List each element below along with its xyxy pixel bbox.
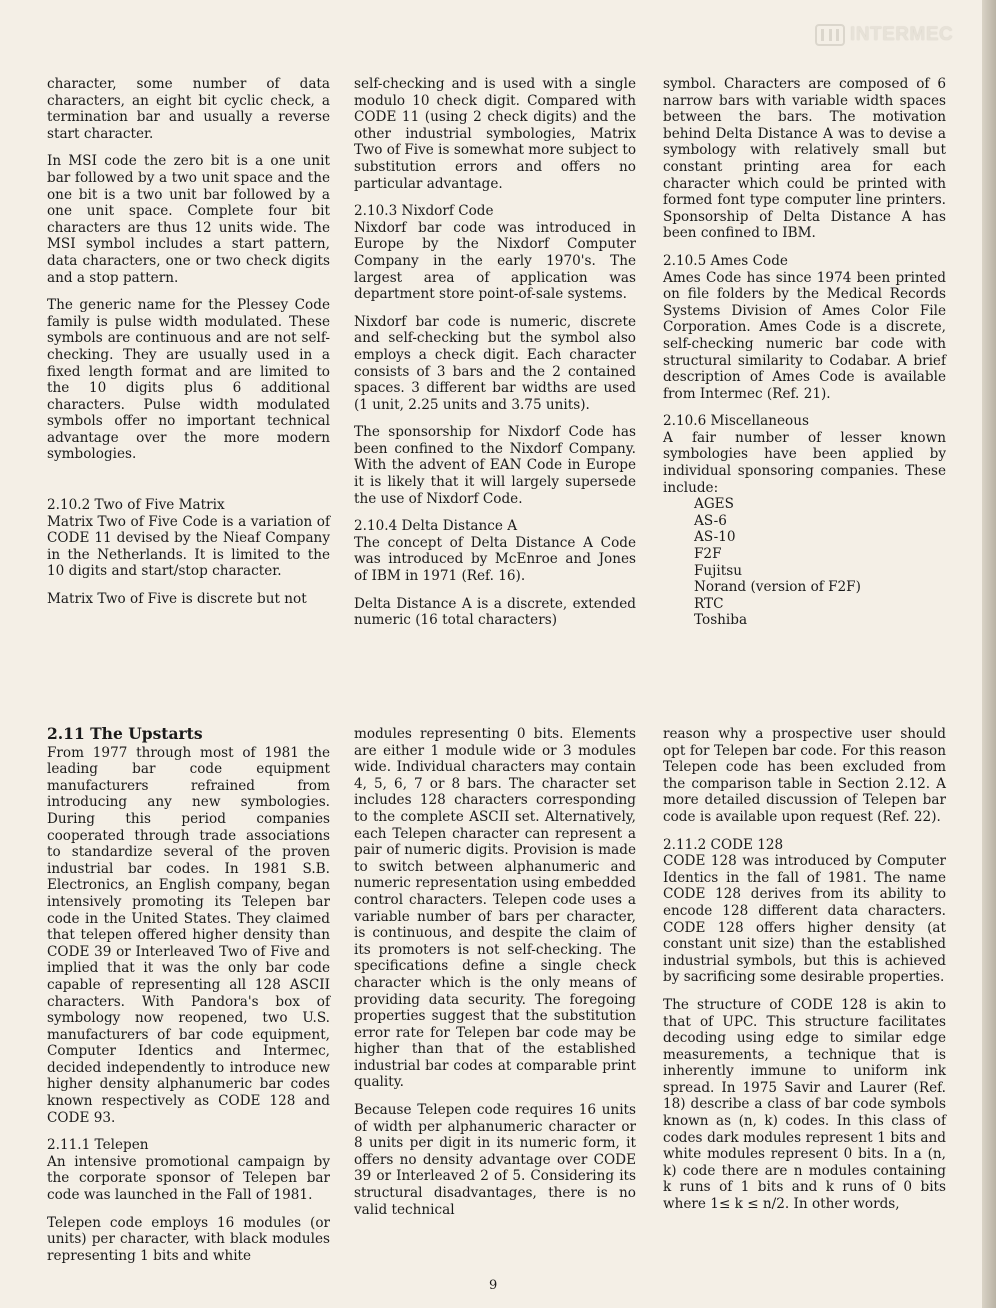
list-item: RTC	[694, 595, 724, 612]
paragraph: Nixdorf bar code was introduced in Europe by the Nixdorf Computer Company in the early 1970's. The largest area of application was department store point-of-sale systems.	[354, 219, 636, 303]
paragraph: self-checking and is used with a single modulo 10 check digit. Compared with CODE 11 (using 2 check digits) and the other industrial symbologies, Matrix Two of Five is somewhat more subject to substitution errors and offers no particular advantage.	[354, 76, 636, 192]
paragraph: CODE 128 was introduced by Computer Identics in the fall of 1981. The name CODE 128 derives from its ability to encode 128 different data characters. CODE 128 offers higher density (at constant unit size) than the established industrial symbols, but this is achieved by sacrificing some desirable properties.	[663, 853, 946, 986]
paragraph: Matrix Two of Five is discrete but not	[47, 591, 307, 608]
list-item: AGES	[694, 496, 734, 513]
paragraph: An intensive promotional campaign by the corporate sponsor of Telepen bar code was launched in the Fall of 1981.	[47, 1153, 330, 1204]
paragraph: From 1977 through most of 1981 the leading bar code equipment manufacturers refrained from introducing any new symbologies. During this period companies cooperated through trade associations to standardize several of the proven industrial bar codes. In 1981 S.B. Electronics, an English company, began intensively promoting its Telepen bar code in the United States. They claimed that telepen offered higher density than CODE 39 or Interleaved Two of Five and implied that it was the only bar code capable of representing all 128 ASCII characters. With Pandora's box of symbology now reopened, two U.S. manufacturers of bar code equipment, Computer Identics and Intermec, decided independently to introduce new higher density alphanumeric bar codes known respectively as CODE 128 and CODE 93.	[47, 744, 330, 1126]
section-heading-2-10-5: 2.10.5 Ames Code	[663, 252, 788, 269]
paragraph: In MSI code the zero bit is a one unit bar followed by a two unit space and the one bit is a two unit bar followed by a one unit space. Complete four bit characters are thus 12 units wide. The MSI symbol includes a start pattern, data characters, one or two check digits and a stop pattern.	[47, 153, 330, 286]
intermec-logo	[815, 22, 965, 48]
paragraph: A fair number of lesser known symbologies have been applied by individual sponsoring companies. These include:	[663, 429, 946, 496]
paragraph: reason why a prospective user should opt for Telepen bar code. For this reason Telepen code has been excluded from the comparison table in Section 2.12. A more detailed discussion of Telepen bar code is available upon request (Ref. 22).	[663, 726, 946, 825]
paragraph: The structure of CODE 128 is akin to that of UPC. This structure facilitates decoding using edge to similar edge measurements, a technique that is inherently immune to uniform ink spread. In 1975 Savir and Laurer (Ref. 18) describe a class of bar code symbols known as (n, k) codes. In this class of codes dark modules represent 1 bits and white modules represent 0 bits. In a (n, k) code there are n modules containing k runs of 1 bits and k runs of 0 bits where 1≤ k ≤ n/2. In other words,	[663, 996, 946, 1213]
section-heading-2-10-2: 2.10.2 Two of Five Matrix	[47, 497, 225, 514]
paragraph: The generic name for the Plessey Code family is pulse width modulated. These symbols are continuous and are not self-checking. They are usually used in a fixed length format and are limited to the 10 digits plus 6 additional characters. Pulse width modulated symbols offer no important technical advantage over the more modern symbologies.	[47, 297, 330, 463]
page-number: 9	[489, 1278, 498, 1293]
bottom-column-3	[663, 726, 946, 1224]
section-heading-2-11: 2.11 The Upstarts	[47, 724, 203, 743]
bottom-column-2	[354, 726, 636, 1229]
paragraph: Nixdorf bar code is numeric, discrete and self-checking but the symbol also employs a check digit. Each character consists of 3 bars and the 2 contained spaces. 3 different bar widths are used (1 unit, 2.25 units and 3.75 units).	[354, 313, 636, 413]
list-item: Fujitsu	[694, 562, 742, 579]
list-item: AS-6	[694, 512, 727, 529]
section-heading-2-11-1: 2.11.1 Telepen	[47, 1137, 149, 1154]
paragraph: Delta Distance A is a discrete, extended numeric (16 total characters)	[354, 595, 636, 629]
top-column-2	[354, 76, 636, 640]
paragraph: The sponsorship for Nixdorf Code has been confined to the Nixdorf Company. With the advent of EAN Code in Europe it is likely that it will largely supersede the use of Nixdorf Code.	[354, 424, 636, 507]
bottom-column-1	[47, 726, 330, 1275]
top-column-3	[663, 76, 946, 629]
section-heading-2-10-3: 2.10.3 Nixdorf Code	[354, 203, 494, 220]
logo-mark-icon	[815, 24, 845, 46]
symbology-list	[663, 496, 946, 629]
section-heading-2-11-2: 2.11.2 CODE 128	[663, 836, 784, 853]
paragraph: Ames Code has since 1974 been printed on file folders by the Medical Records Systems Division of Ames Color File Corporation. Ames Code is a discrete, self-checking numeric bar code with structural similarity to Codabar. A brief description of Ames Code is available from Intermec (Ref. 21).	[663, 269, 946, 402]
paragraph: character, some number of data characters, an eight bit cyclic check, a termination bar and usually a reverse start character.	[47, 76, 330, 142]
paragraph: modules representing 0 bits. Elements are either 1 module wide or 3 modules wide. Individual characters may contain 4, 5, 6, 7 or 8 bars. The character set includes 128 characters corresponding to the complete ASCII set. Alternatively, each Telepen character can represent a pair of numeric digits. Provision is made to switch between alphanumeric and numeric representation using embedded control characters. Telepen code uses a variable number of bars per character, is continuous, and despite the claim of its promoters is not self-checking. The specifications define a single check character which is the only means of providing data security. The foregoing properties suggest that the substitution error rate for Telepen bar code may be higher than that of the established industrial bar codes at comparable print quality.	[354, 726, 636, 1091]
list-item: Norand (version of F2F)	[694, 579, 861, 596]
paragraph: The concept of Delta Distance A Code was introduced by McEnroe and Jones of IBM in 1971 (Ref. 16).	[354, 534, 636, 585]
page-edge	[982, 0, 996, 1308]
section-heading-2-10-4: 2.10.4 Delta Distance A	[354, 518, 518, 535]
paragraph: Matrix Two of Five Code is a variation of CODE 11 devised by the Nieaf Company in the Netherlands. It is limited to the 10 digits and start/stop character.	[47, 513, 330, 580]
list-item: F2F	[694, 546, 722, 563]
paragraph: Telepen code employs 16 modules (or units) per character, with black modules representing 1 bits and white	[47, 1214, 330, 1264]
paragraph: Because Telepen code requires 16 units of width per alphanumeric character or 8 units per digit in its numeric form, it offers no density advantage over CODE 39 or Interleaved 2 of 5. Considering its structural disadvantages, there is no valid technical	[354, 1102, 636, 1218]
paragraph: symbol. Characters are composed of 6 narrow bars with variable width spaces between the bars. The motivation behind Delta Distance A was to devise a symbology with relatively small but constant printing area for each character which could be printed with formed font type computer line printers. Sponsorship of Delta Distance A has been confined to IBM.	[663, 76, 946, 242]
logo-text: INTERMEC	[850, 24, 954, 45]
section-heading-2-10-6: 2.10.6 Miscellaneous	[663, 413, 809, 430]
spacer	[47, 474, 330, 497]
list-item: Toshiba	[694, 612, 748, 629]
top-column-1	[47, 76, 330, 619]
list-item: AS-10	[694, 529, 736, 546]
